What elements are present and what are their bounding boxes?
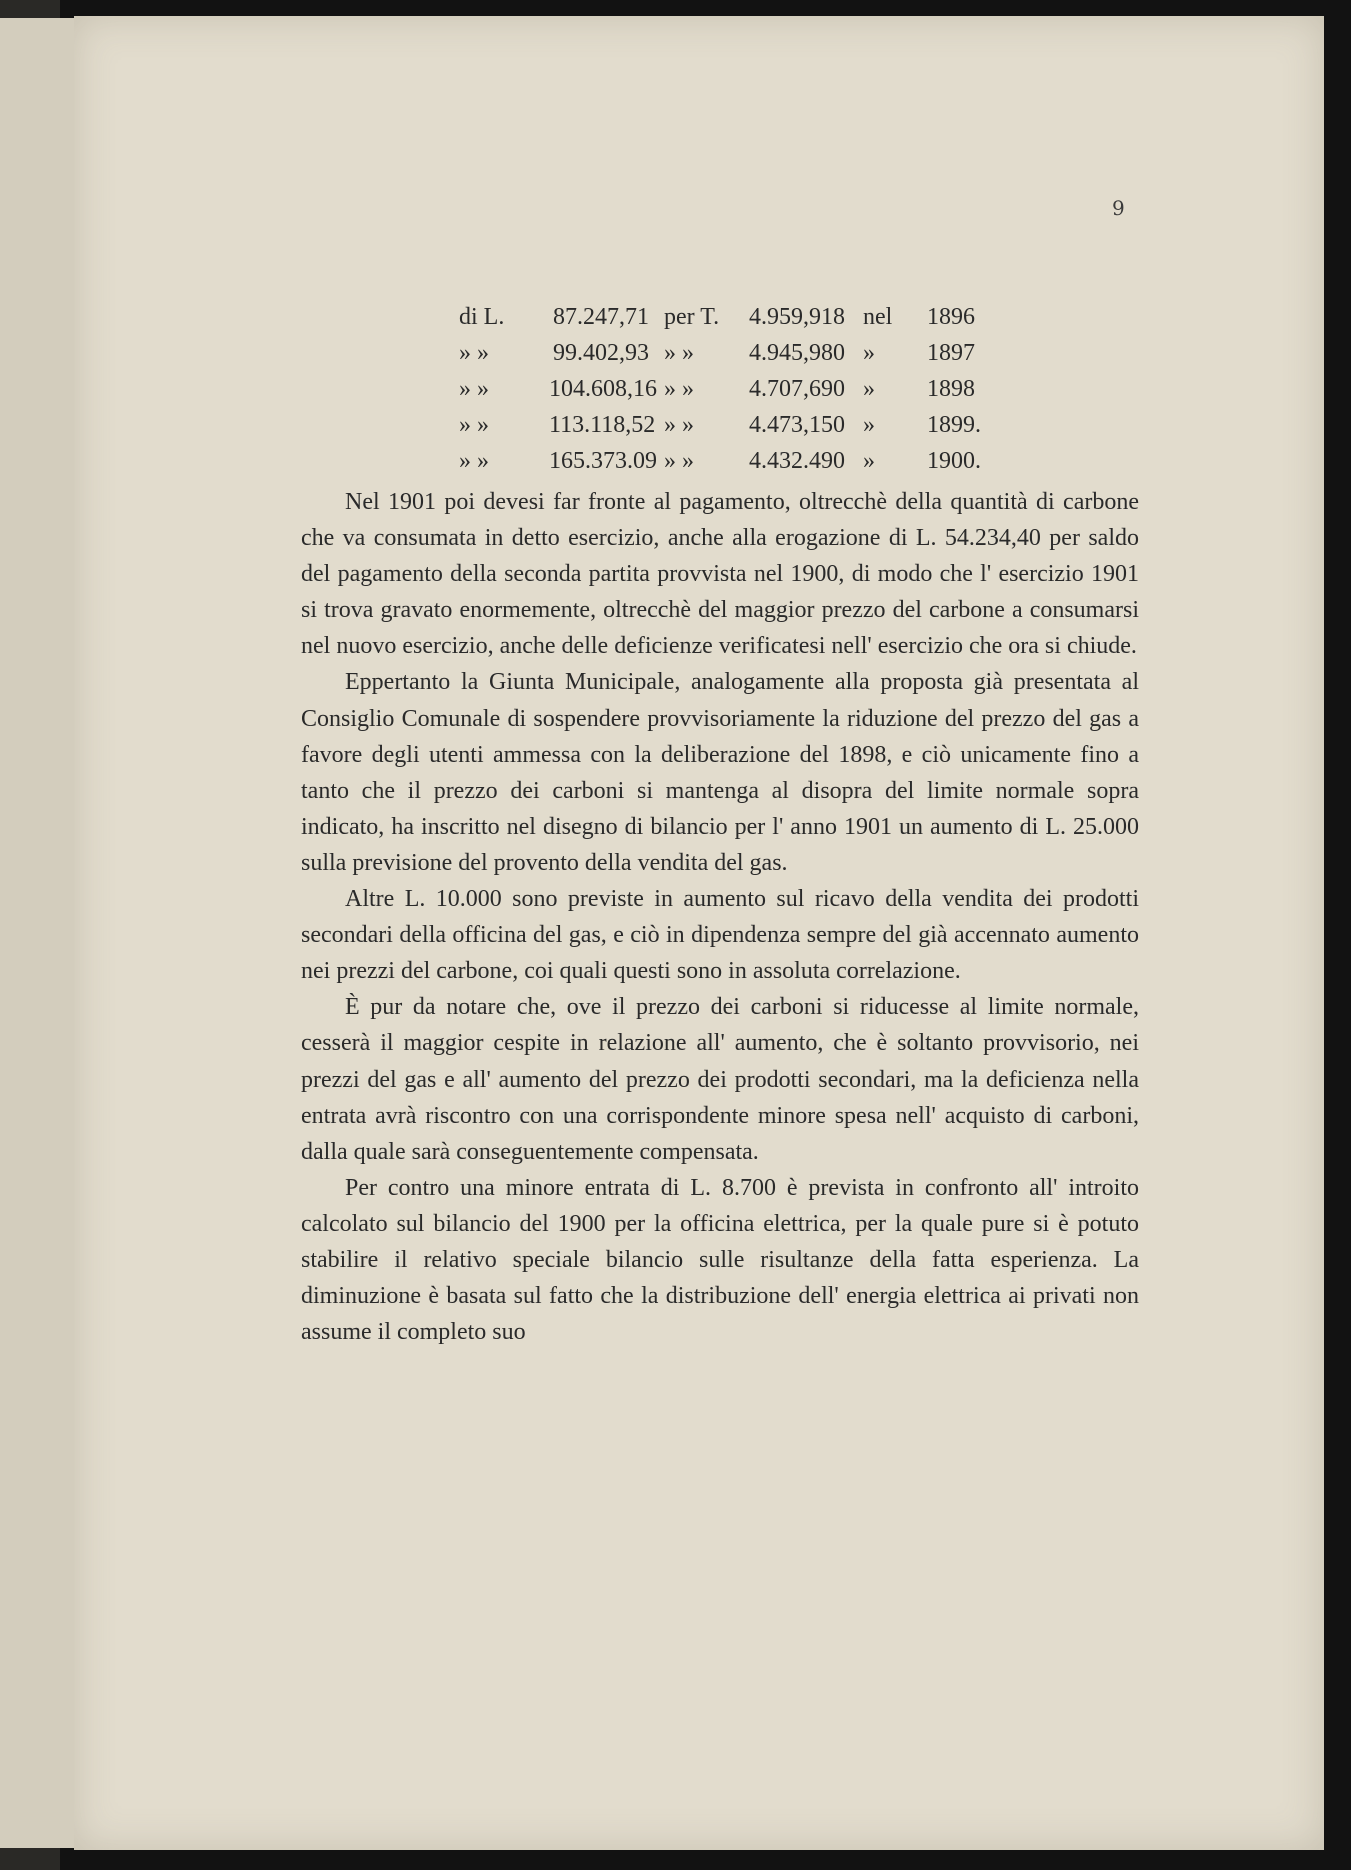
paragraph: Nel 1901 poi devesi far fronte al pagamento, oltrecchè della quantità di carbone che va consumata in detto esercizio, anche alla erogazione di L. 54.234,40 per saldo del pagamento della seconda partita provvista nel 1900, di modo che l' esercizio 1901 si trova gravato enormemente, oltrecchè del maggior prezzo del carbone a consumarsi nel nuovo esercizio, anche delle deficienze verificatesi nell' esercizio che ora si chiude.: [301, 489, 1139, 660]
table-cell-per: » »: [664, 412, 694, 438]
table-cell-per: » »: [664, 340, 694, 366]
table-cell-year: 1897: [927, 340, 975, 366]
paragraph: Per contro una minore entrata di L. 8.700 è prevista in confronto all' introito calcolato sul bilancio del 1900 per la officina elettrica, per la quale pure si è potuto stabilire il relativo speciale bilancio sulle risultanze della fatta esperienza. La diminuzione è basata sul fatto che la distribuzione dell' energia elettrica ai privati non assume il completo suo: [301, 1174, 1139, 1346]
table-cell-amount: 87.247,71: [553, 304, 649, 330]
table-cell-tons: 4.473,150: [749, 412, 845, 438]
facing-page-edge: [0, 18, 76, 1848]
table-cell-year: 1898: [927, 376, 975, 402]
table-cell-prefix: » »: [459, 340, 489, 366]
table-cell-year: 1900.: [927, 448, 981, 474]
table-cell-amount: 99.402,93: [553, 340, 649, 366]
table-cell-per: » »: [664, 376, 694, 402]
document-page: [74, 16, 1324, 1850]
page-number: 9: [1112, 196, 1125, 220]
body-text: [301, 484, 1139, 1350]
table-cell-per: per T.: [664, 304, 720, 330]
paragraph: Altre L. 10.000 sono previste in aumento sul ricavo della vendita dei prodotti secondari della officina del gas, e ciò in dipendenza sempre del già accennato aumento nei prezzi del carbone, coi quali questi sono in assoluta correlazione.: [301, 886, 1139, 985]
table-cell-prefix: » »: [459, 412, 489, 438]
table-cell-prefix: » »: [459, 376, 489, 402]
table-cell-nel: »: [863, 448, 875, 474]
table-cell-year: 1899.: [927, 412, 981, 438]
table-cell-prefix: » »: [459, 448, 489, 474]
table-cell-nel: »: [863, 412, 875, 438]
paragraph: Eppertanto la Giunta Municipale, analogamente alla proposta già presentata al Consiglio Comunale di sospendere provvisoriamente la riduzione del prezzo del gas a favore degli utenti ammessa con la deliberazione del 1898, e ciò unicamente fino a tanto che il prezzo dei carboni si mantenga al disopra del limite normale sopra indicato, ha inscritto nel disegno di bilancio per l' anno 1901 un aumento di L. 25.000 sulla previsione del provento della vendita del gas.: [301, 669, 1139, 876]
table-cell-amount: 113.118,52: [549, 412, 656, 438]
table-cell-tons: 4.707,690: [749, 376, 845, 402]
paragraph: È pur da notare che, ove il prezzo dei carboni si riducesse al limite normale, cesserà il maggior cespite in relazione all' aumento, che è soltanto provvisorio, nei prezzi del gas e all' aumento del prezzo dei prodotti secondari, ma la deficienza nella entrata avrà riscontro con una corrispondente minore spesa nell' acquisto di carboni, dalla quale sarà conseguentemente compensata.: [301, 994, 1139, 1165]
table-cell-nel: nel: [863, 304, 893, 330]
table-cell-amount: 104.608,16: [549, 376, 657, 402]
table-cell-tons: 4.432.490: [749, 448, 845, 474]
table-cell-prefix: di L.: [459, 304, 505, 330]
table-cell-nel: »: [863, 376, 875, 402]
table-cell-tons: 4.959,918: [749, 304, 845, 330]
table-cell-per: » »: [664, 448, 694, 474]
table-cell-nel: »: [863, 340, 875, 366]
table-cell-amount: 165.373.09: [549, 448, 657, 474]
table-cell-year: 1896: [927, 304, 975, 330]
table-cell-tons: 4.945,980: [749, 340, 845, 366]
